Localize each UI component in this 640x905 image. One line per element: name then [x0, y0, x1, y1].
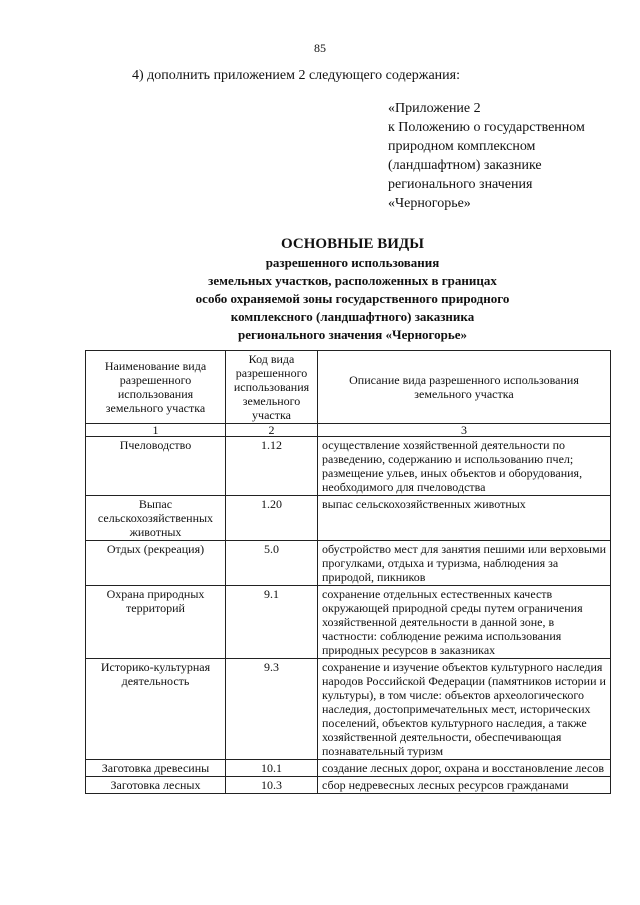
- title-line: особо охраняемой зоны государственного природного: [195, 291, 510, 306]
- appendix-line: «Черногорье»: [388, 196, 471, 211]
- header-description: Описание вида разрешенного использования земельного участка: [318, 351, 611, 424]
- use-name: Выпас сельскохозяйственных животных: [86, 496, 226, 541]
- use-code: 9.3: [226, 659, 318, 760]
- use-description: выпас сельскохозяйственных животных: [318, 496, 611, 541]
- use-name: Пчеловодство: [86, 437, 226, 496]
- appendix-line: (ландшафтном) заказнике: [388, 158, 542, 173]
- table-row: [86, 437, 611, 496]
- use-name: Охрана природных территорий: [86, 586, 226, 659]
- use-description: создание лесных дорог, охрана и восстановление лесов: [318, 760, 611, 777]
- land-use-table: [85, 350, 611, 794]
- title-line: земельных участков, расположенных в границах: [208, 273, 497, 288]
- table-row: [86, 586, 611, 659]
- use-description: сохранение отдельных естественных качеств окружающей природной среды путем ограничения хозяйственной деятельности в данной зоне, в частности: соблюдение режима использования природных ресурсов в заказниках: [318, 586, 611, 659]
- use-name: Отдых (рекреация): [86, 541, 226, 586]
- column-number-row: [86, 424, 611, 437]
- appendix-reference: [388, 99, 585, 213]
- table-row: [86, 777, 611, 794]
- table-row: [86, 541, 611, 586]
- column-number: 2: [226, 424, 318, 437]
- table-row: [86, 496, 611, 541]
- header-name: Наименование вида разрешенного использования земельного участка: [86, 351, 226, 424]
- appendix-line: регионального значения: [388, 177, 533, 192]
- title-line: регионального значения «Черногорье»: [237, 327, 468, 342]
- appendix-line: природном комплексном: [388, 139, 536, 154]
- use-code: 1.20: [226, 496, 318, 541]
- use-description: сбор недревесных лесных ресурсов гражданами: [318, 777, 611, 794]
- title-line: комплексного (ландшафтного) заказника: [230, 309, 475, 324]
- use-code: 10.1: [226, 760, 318, 777]
- title-line: разрешенного использования: [265, 255, 440, 270]
- column-number: 1: [86, 424, 226, 437]
- use-description: осуществление хозяйственной деятельности по разведению, содержанию и использованию пчел; размещение ульев, иных объектов и оборудования, необходимого для пчеловодства: [318, 437, 611, 496]
- table-row: [86, 659, 611, 760]
- column-number: 3: [318, 424, 611, 437]
- use-name: Историко-культурная деятельность: [86, 659, 226, 760]
- use-code: 10.3: [226, 777, 318, 794]
- table-row: [86, 760, 611, 777]
- page-number: 85: [314, 41, 326, 55]
- use-description: сохранение и изучение объектов культурного наследия народов Российской Федерации (памятников истории и культуры), в том числе: объектов археологического наследия, достопримечательных мест, исторических поселений, объектов культурного наследия, а также хозяйственной деятельности, обеспечивающая познавательный туризм: [318, 659, 611, 760]
- use-name: Заготовка лесных: [86, 777, 226, 794]
- appendix-line: «Приложение 2: [388, 101, 481, 116]
- header-code: Код вида разрешенного использования земельного участка: [226, 351, 318, 424]
- use-code: 5.0: [226, 541, 318, 586]
- use-name: Заготовка древесины: [86, 760, 226, 777]
- table-header-row: [86, 351, 611, 424]
- intro-paragraph: 4) дополнить приложением 2 следующего содержания:: [132, 68, 460, 83]
- use-code: 9.1: [226, 586, 318, 659]
- use-description: обустройство мест для занятия пешими или верховыми прогулками, отдыха и туризма, наблюдения за природой, пикников: [318, 541, 611, 586]
- use-code: 1.12: [226, 437, 318, 496]
- appendix-line: к Положению о государственном: [388, 120, 585, 135]
- title-main: ОСНОВНЫЕ ВИДЫ: [281, 236, 424, 252]
- document-title: [60, 234, 640, 344]
